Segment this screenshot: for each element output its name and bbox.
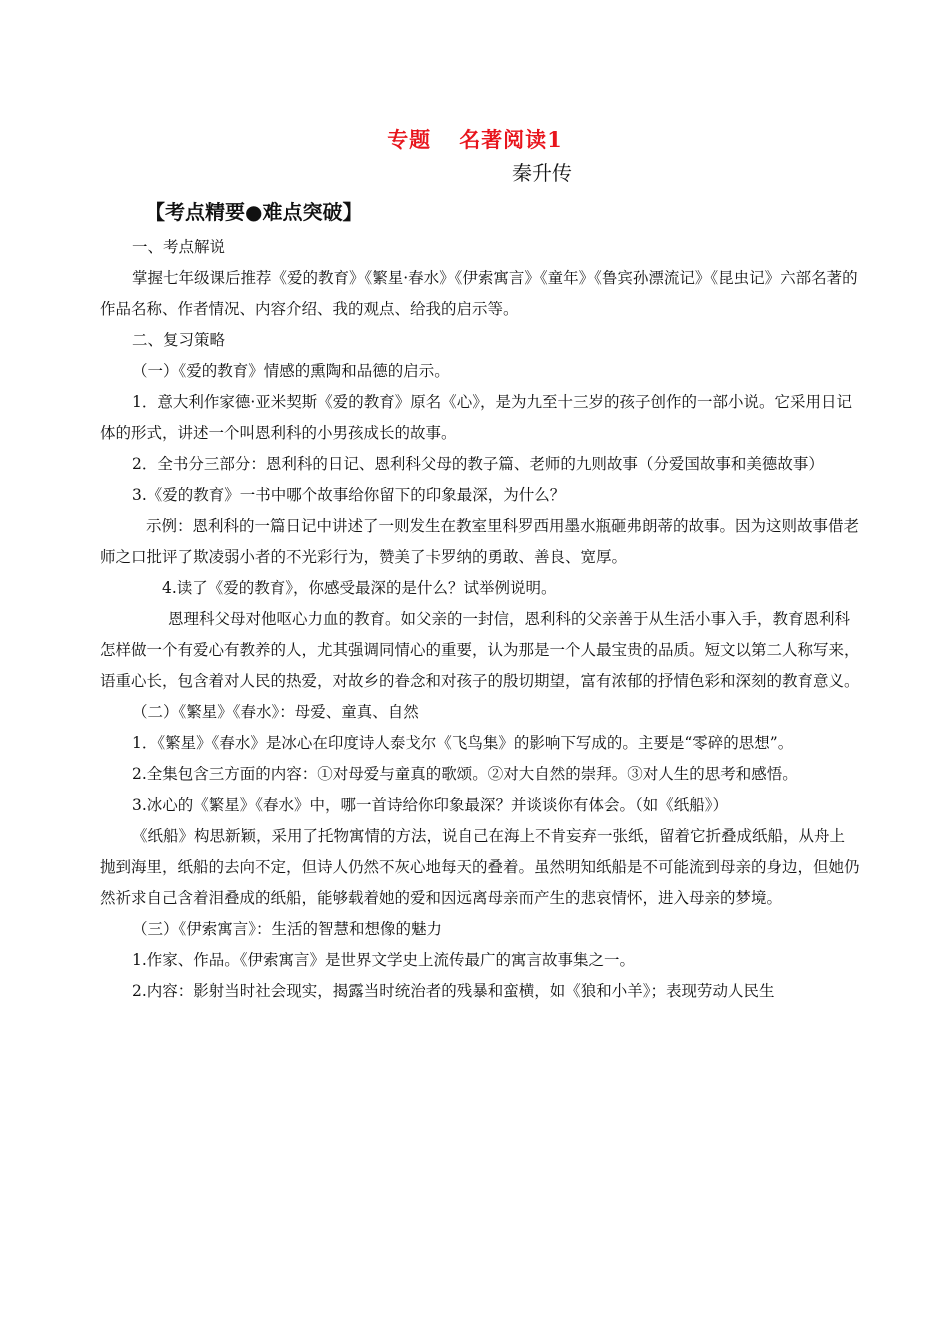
paragraph: 4.读了《爱的教育》，你感受最深的是什么？试举例说明。: [162, 579, 557, 597]
paragraph: （二）《繁星》《春水》：母爱、童真、自然: [132, 703, 419, 721]
paragraph: 1.作家、作品。《伊索寓言》是世界文学史上流传最广的寓言故事集之一。: [132, 951, 636, 969]
section-heading: 【考点精要●难点突破】: [145, 200, 363, 224]
paragraph: 1．《繁星》《春水》是冰心在印度诗人泰戈尔《飞鸟集》的影响下写成的。主要是“零碎的思想”。: [132, 734, 794, 752]
title-topic: 专题: [387, 127, 432, 152]
author-name: 秦升传: [512, 161, 572, 185]
title-subject: 名著阅读1: [459, 127, 563, 152]
paragraph: 3.冰心的《繁星》《春水》中，哪一首诗给你印象最深？并谈谈你有体会。（如《纸船》）: [132, 796, 729, 814]
paragraph: 1．意大利作家德·亚米契斯《爱的教育》原名《心》，是为九至十三岁的孩子创作的一部小说。它采用日记体的形式，讲述一个叫恩利科的小男孩成长的故事。: [100, 393, 853, 442]
paragraph: 2.内容：影射当时社会现实，揭露当时统治者的残暴和蛮横，如《狼和小羊》；表现劳动人民生: [132, 982, 775, 1000]
paragraph: （三）《伊索寓言》：生活的智慧和想像的魅力: [132, 920, 443, 938]
body-text: [100, 232, 860, 1007]
paragraph: 掌握七年级课后推荐《爱的教育》《繁星·春水》《伊索寓言》《童年》《鲁宾孙漂流记》《昆虫记》六部名著的作品名称、作者情况、内容介绍、我的观点、给我的启示等。: [100, 269, 858, 318]
paragraph: 2．全书分三部分：恩利科的日记、恩利科父母的教子篇、老师的九则故事（分爱国故事和美德故事）: [132, 455, 824, 473]
paragraph: 3.《爱的教育》一书中哪个故事给你留下的印象最深，为什么？: [132, 486, 566, 504]
paragraph: 2.全集包含三方面的内容：①对母爱与童真的歌颂。②对大自然的崇拜。③对人生的思考和感悟。: [132, 765, 798, 783]
paragraph: 一、考点解说: [132, 238, 226, 256]
document-title: [0, 124, 950, 154]
paragraph: 《纸船》构思新颖，采用了托物寓情的方法，说自己在海上不肯妄弃一张纸，留着它折叠成纸船，从舟上抛到海里，纸船的去向不定，但诗人仍然不灰心地每天的叠着。虽然明知纸船是不可能流到母亲的身边，但她仍然祈求自己含着泪叠成的纸船，能够载着她的爱和因远离母亲而产生的悲哀情怀，进入母亲的梦境。: [100, 827, 860, 907]
paragraph: 二、复习策略: [132, 331, 226, 349]
paragraph: （一）《爱的教育》情感的熏陶和品德的启示。: [132, 362, 450, 380]
paragraph: 示例：恩利科的一篇日记中讲述了一则发生在教室里科罗西用墨水瓶砸弗朗蒂的故事。因为这则故事借老师之口批评了欺凌弱小者的不光彩行为，赞美了卡罗纳的勇敢、善良、宽厚。: [100, 517, 860, 566]
paragraph: 恩理科父母对他呕心力血的教育。如父亲的一封信，恩利科的父亲善于从生活小事入手，教育恩利科怎样做一个有爱心有教养的人，尤其强调同情心的重要，认为那是一个人最宝贵的品质。短文以第二人称写来，语重心长，包含着对人民的热爱，对故乡的眷念和对孩子的殷切期望，富有浓郁的抒情色彩和深刻的教育意义。: [100, 610, 860, 690]
